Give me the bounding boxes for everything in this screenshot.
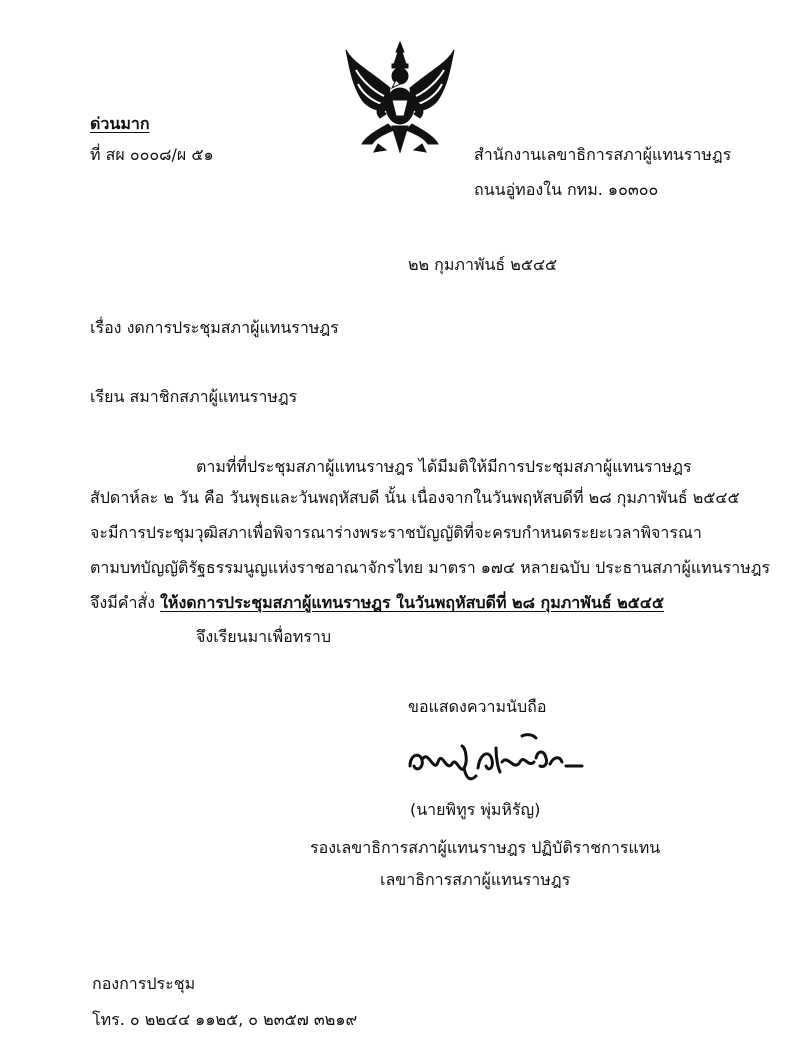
signatory-position-2: เลขาธิการสภาผู้แทนราษฎร	[380, 870, 571, 889]
body-line-3: จะมีการประชุมวุฒิสภาเพื่อพิจารณาร่างพระราชบัญญัติที่จะครบกำหนดระยะเวลาพิจารณา	[90, 523, 702, 542]
body-line-1: ตามที่ที่ประชุมสภาผู้แทนราษฎร ได้มีมติให้มีการประชุมสภาผู้แทนราษฎร	[196, 457, 692, 476]
body-line-2: สัปดาห์ละ ๒ วัน คือ วันพุธและวันพฤหัสบดี นั้น เนื่องจากในวันพฤหัสบดีที่ ๒๘ กุมภาพันธ์ ๒๕๔๕	[90, 488, 740, 507]
salutation-line: เรียน สมาชิกสภาผู้แทนราษฎร	[90, 387, 298, 406]
closing-phrase: ขอแสดงความนับถือ	[408, 697, 547, 716]
body-line-5-prefix: จึงมีคำสั่ง	[90, 593, 155, 612]
closing-request: จึงเรียนมาเพื่อทราบ	[196, 627, 331, 646]
letter-date: ๒๒ กุมภาพันธ์ ๒๕๔๕	[408, 255, 558, 274]
reference-number: ที่ สผ ๐๐๐๘/ผ ๕๑	[90, 145, 214, 164]
handwritten-signature	[404, 728, 590, 784]
organization-address: ถนนอู่ทองใน กทม. ๑๐๓๐๐	[474, 180, 659, 199]
signatory-position-1: รองเลขาธิการสภาผู้แทนราษฎร ปฏิบัติราชการแทน	[310, 838, 661, 857]
body-line-5-emphasis: ให้งดการประชุมสภาผู้แทนราษฎร ในวันพฤหัสบดีที่ ๒๘ กุมภาพันธ์ ๒๕๔๕	[160, 593, 664, 612]
subject-line: เรื่อง งดการประชุมสภาผู้แทนราษฎร	[90, 318, 339, 337]
organization-name: สำนักงานเลขาธิการสภาผู้แทนราษฎร	[474, 145, 732, 164]
footer-phone: โทร. ๐ ๒๒๔๔ ๑๑๒๕, ๐ ๒๓๕๗ ๓๒๑๙	[92, 1010, 358, 1029]
urgency-label: ด่วนมาก	[90, 114, 150, 133]
footer-department: กองการประชุม	[92, 974, 196, 993]
body-line-4: ตามบทบัญญัติรัฐธรรมนูญแห่งราชอาณาจักรไทย มาตรา ๑๗๔ หลายฉบับ ประธานสภาผู้แทนราษฎร	[90, 558, 771, 577]
signatory-name: (นายพิทูร พุ่มหิรัญ)	[410, 800, 541, 819]
garuda-emblem-icon	[338, 40, 462, 158]
body-line-5	[90, 593, 664, 613]
